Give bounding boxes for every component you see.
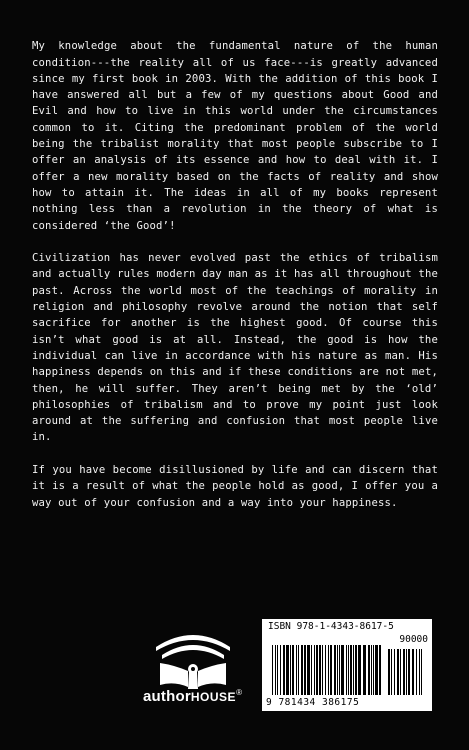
barcode-addon-bar xyxy=(400,649,401,695)
barcode-bars xyxy=(268,645,426,697)
barcode-bar xyxy=(275,645,276,695)
barcode-addon-bar xyxy=(391,649,392,695)
barcode-addon-bar xyxy=(388,649,390,695)
barcode-bar xyxy=(341,645,344,695)
book-house-logo-icon xyxy=(148,625,238,725)
barcode-addon-bar xyxy=(406,649,407,695)
barcode-addon-bar xyxy=(421,649,422,695)
barcode-bar xyxy=(316,645,318,695)
barcode-bar xyxy=(319,645,321,695)
barcode-bar xyxy=(373,645,374,695)
registered-mark: ® xyxy=(236,688,243,697)
price-code: 90000 xyxy=(399,634,428,645)
barcode-addon-bar xyxy=(416,649,417,695)
barcode-bar xyxy=(348,645,349,695)
barcode-bar xyxy=(328,645,329,695)
barcode-bar xyxy=(283,645,285,695)
barcode-digits xyxy=(262,697,432,708)
isbn-label: ISBN 978-1-4343-8617-5 xyxy=(268,621,394,632)
barcode-bar xyxy=(325,645,326,695)
barcode-bar xyxy=(280,645,281,695)
back-cover-blurb xyxy=(32,22,438,527)
barcode-bar xyxy=(304,645,306,695)
blurb-paragraph-1: My knowledge about the fundamental nature of the human condition---the reality all of us face---is greatly advanced since my first book in 2003. With the addition of this book I have answered all but a few of my questions about Good and Evil and how to live in this world under the circumstances common to it. Citing the predominant problem of the world being the tribalist morality that most people subscribe to I offer an analysis of its essence and how to deal with it. I offer a new morality based on the facts of reality and show how to attain it. The ideas in all of my books represent nothing less than a revolution in the theory of what is considered ‘the Good’! xyxy=(32,40,438,232)
barcode-bar xyxy=(286,645,289,695)
barcode-addon-bar xyxy=(412,649,414,695)
barcode-addon-bar xyxy=(419,649,420,695)
barcode-bar xyxy=(337,645,338,695)
blurb-paragraph-2: Civilization has never evolved past the ethics of tribalism and actually rules modern day man as it has all throughout the past. Across the world most of the teachings of morality in religion and philosophy revolve around the notion that self sacrifice for another is the highest good. Of course this isn’t what good is at all. Instead, the good is how the individual can live in accordance with his nature as man. His happiness depends on this and if these conditions are not met, then, he will suffer. They aren’t being met by the ‘old’ philosophies of tribalism and to prove my point just look around at the suffering and confusion that most people live in. xyxy=(32,252,438,444)
isbn-barcode xyxy=(262,619,432,711)
barcode-bar xyxy=(307,645,310,695)
ean-digits: 9 781434 386175 xyxy=(266,697,360,708)
barcode-addon-bar xyxy=(394,649,395,695)
publisher-name-prefix: author xyxy=(143,688,191,705)
barcode-bar xyxy=(375,645,378,695)
barcode-bar xyxy=(339,645,340,695)
barcode-bar xyxy=(322,645,323,695)
barcode-bar xyxy=(314,645,315,695)
barcode-bar xyxy=(363,645,366,695)
barcode-bar xyxy=(353,645,354,695)
barcode-bar xyxy=(358,645,361,695)
barcode-bar xyxy=(346,645,347,695)
barcode-bar xyxy=(277,645,278,695)
blurb-paragraph-3: If you have become disillusioned by life and can discern that it is a result of what the people hold as good, I offer you a way out of your confusion and a way into your happiness. xyxy=(32,464,438,509)
barcode-bar xyxy=(301,645,303,695)
barcode-bar xyxy=(296,645,297,695)
barcode-addon-bar xyxy=(397,649,399,695)
barcode-bar xyxy=(355,645,357,695)
publisher-name xyxy=(143,688,242,705)
publisher-name-house: HOUSE xyxy=(190,690,237,704)
barcode-addon-bar xyxy=(403,649,405,695)
barcode-bar xyxy=(350,645,352,695)
barcode-bar xyxy=(371,645,372,695)
barcode-bar xyxy=(298,645,299,695)
barcode-bar xyxy=(368,645,370,695)
barcode-bar xyxy=(379,645,381,695)
barcode-bar xyxy=(311,645,312,695)
barcode-bar xyxy=(290,645,291,695)
barcode-bar xyxy=(272,645,273,695)
barcode-bar xyxy=(330,645,332,695)
barcode-bar xyxy=(292,645,294,695)
barcode-addon-bar xyxy=(408,649,410,695)
barcode-bar xyxy=(334,645,336,695)
